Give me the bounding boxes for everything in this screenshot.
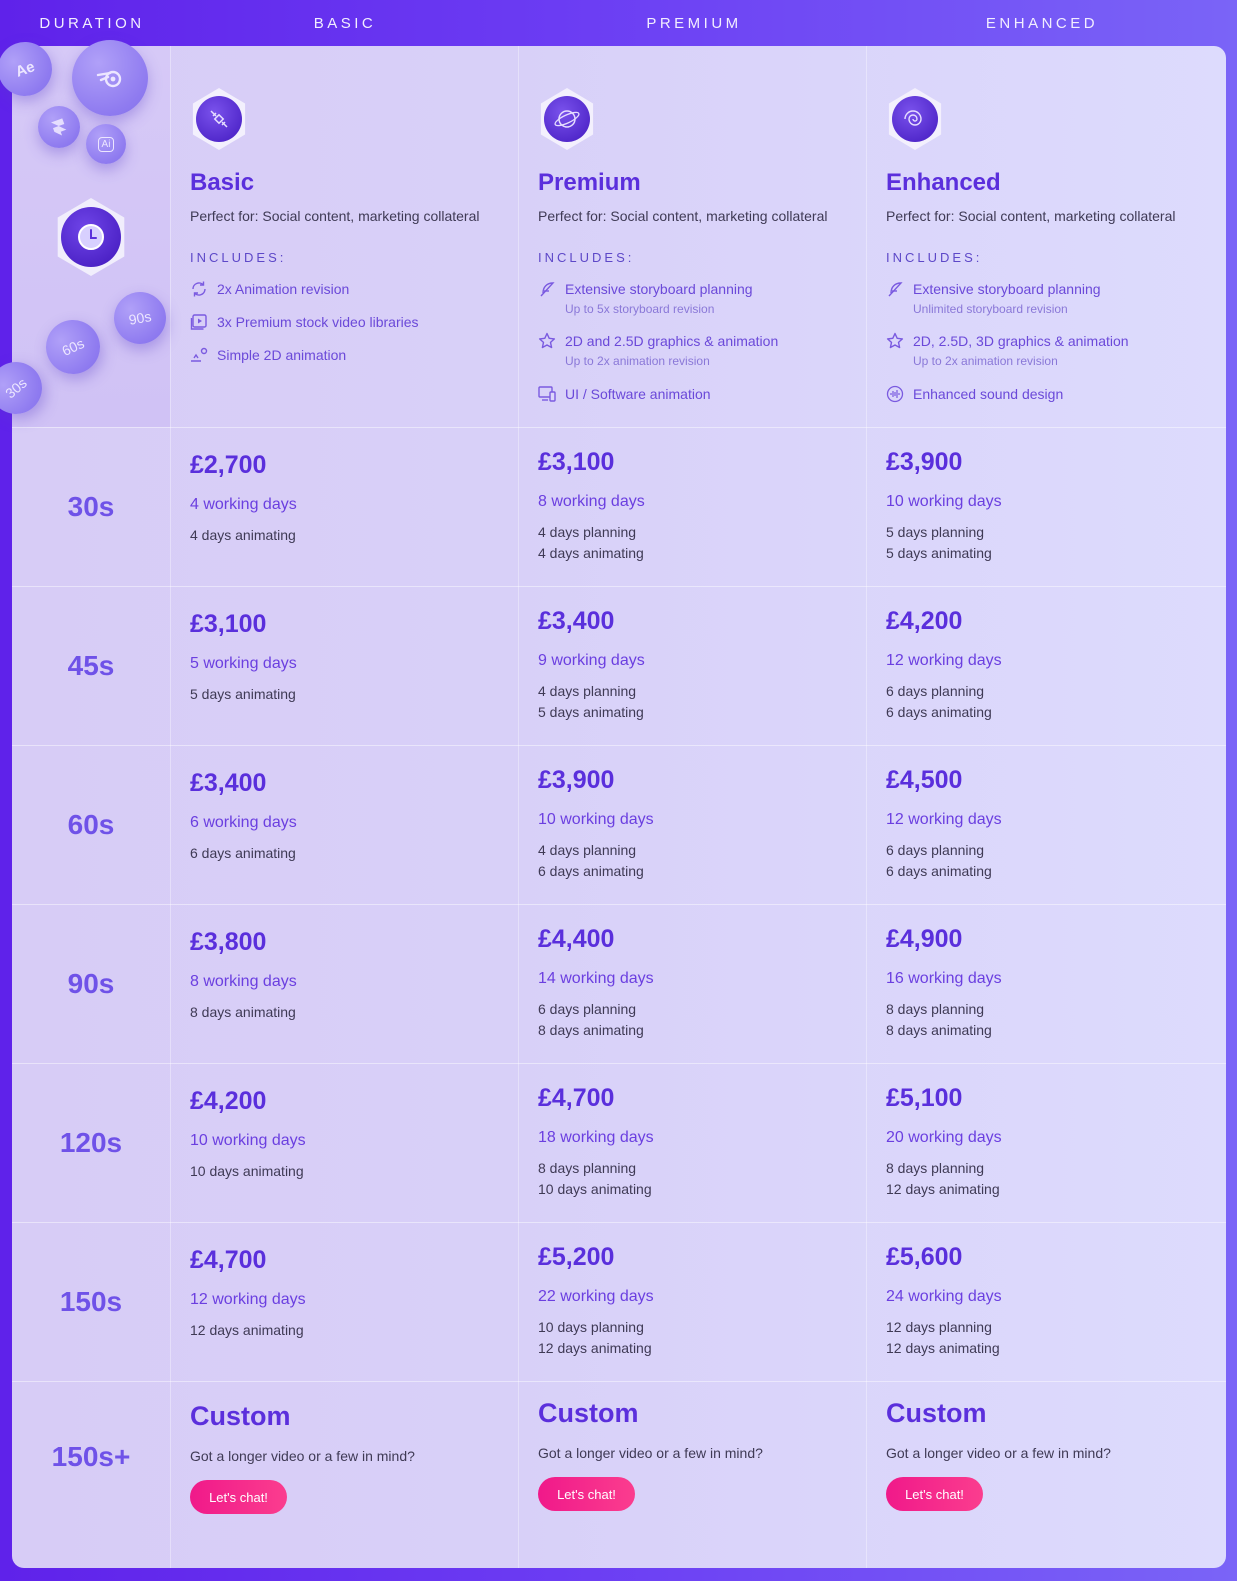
days-animating: 8 days animating: [190, 1004, 296, 1020]
working-days: 12 working days: [190, 1291, 306, 1308]
days-planning: 6 days planning: [886, 842, 985, 858]
price: £4,200: [886, 607, 963, 635]
lets-chat-button[interactable]: Let's chat!: [886, 1477, 983, 1511]
days-animating: 6 days animating: [538, 863, 644, 879]
days-animating: 12 days animating: [886, 1181, 1000, 1197]
price: £3,900: [886, 448, 963, 476]
days-animating: 6 days animating: [886, 704, 992, 720]
blender-bubble: [72, 40, 148, 116]
days-planning: 6 days planning: [538, 1001, 637, 1017]
lets-chat-button[interactable]: Let's chat!: [190, 1480, 287, 1514]
satellite-icon: [207, 107, 231, 131]
framer-icon: [51, 118, 67, 136]
row-divider: [12, 1222, 1226, 1223]
bubble-90s: 90s: [110, 288, 170, 348]
row-divider: [12, 427, 1226, 428]
planet-icon: [553, 105, 581, 133]
row-divider: [12, 1381, 1226, 1382]
working-days: 10 working days: [190, 1132, 306, 1149]
days-planning: 4 days planning: [538, 683, 637, 699]
row-divider: [12, 745, 1226, 746]
decorative-illustration: [2, 46, 170, 427]
days-animating: 5 days animating: [190, 686, 296, 702]
price: £5,600: [886, 1243, 963, 1271]
custom-title: Custom: [190, 1401, 291, 1431]
tier-badge: [538, 88, 596, 150]
tier-premium: Premium Perfect for: Social content, marketing collateral INCLUDES: Extensive storyboard planning Up to 5x storyboard revision 2D and 2.5D graphics & animation Up to 2x animation revision UI / Software animation: [518, 46, 866, 427]
row-divider: [12, 1063, 1226, 1064]
tier-basic: Basic Perfect for: Social content, marketing collateral INCLUDES: 2x Animation revision 3x Premium stock video libraries Simple 2D animation: [170, 46, 518, 427]
custom-text: Got a longer video or a few in mind?: [538, 1445, 763, 1461]
pricing-table: [2, 46, 1226, 1568]
galaxy-icon: [901, 105, 929, 133]
custom-title: Custom: [538, 1398, 639, 1428]
tier-name: Enhanced: [886, 169, 1001, 196]
working-days: 8 working days: [538, 493, 645, 510]
duration-label: 90s: [67, 968, 115, 999]
devices-icon: [538, 385, 556, 403]
feather-icon: [886, 280, 904, 298]
price: £3,100: [190, 610, 267, 638]
framer-bubble: [38, 106, 80, 148]
includes-label: INCLUDES:: [538, 250, 635, 265]
lets-chat-button[interactable]: Let's chat!: [538, 1477, 635, 1511]
days-planning: 8 days planning: [886, 1160, 985, 1176]
header-basic: BASIC: [313, 15, 377, 32]
price: £4,400: [538, 925, 615, 953]
price: £5,100: [886, 1084, 963, 1112]
price: £4,900: [886, 925, 963, 953]
days-planning: 6 days planning: [886, 683, 985, 699]
days-planning: 8 days planning: [886, 1001, 985, 1017]
price: £5,200: [538, 1243, 615, 1271]
days-planning: 5 days planning: [886, 524, 985, 540]
blender-icon: [96, 66, 124, 90]
price: £4,700: [190, 1246, 267, 1274]
price: £3,900: [538, 766, 615, 794]
days-planning: 8 days planning: [538, 1160, 637, 1176]
duration-label: 60s: [67, 809, 115, 840]
header-premium: PREMIUM: [646, 15, 742, 32]
price: £3,100: [538, 448, 615, 476]
refresh-icon: [190, 280, 208, 298]
working-days: 12 working days: [886, 652, 1002, 669]
row-divider: [12, 904, 1226, 905]
days-animating: 6 days animating: [190, 845, 296, 861]
table-header: [0, 0, 1237, 46]
tier-perfect-for: Perfect for: Social content, marketing collateral: [190, 208, 480, 224]
days-animating: 4 days animating: [190, 527, 296, 543]
price: £3,400: [538, 607, 615, 635]
includes-label: INCLUDES:: [886, 250, 983, 265]
days-planning: 4 days planning: [538, 524, 637, 540]
working-days: 20 working days: [886, 1129, 1002, 1146]
price: £3,400: [190, 769, 267, 797]
illustrator-bubble: Ai: [86, 124, 126, 164]
working-days: 24 working days: [886, 1288, 1002, 1305]
header-duration: DURATION: [39, 15, 145, 32]
custom-title: Custom: [886, 1398, 987, 1428]
tier-enhanced: Enhanced Perfect for: Social content, marketing collateral INCLUDES: Extensive storyboard planning Unlimited storyboard revision 2D, 2.5D, 3D graphics & animation Up to 2x animation revision Enhanced sound design: [866, 46, 1214, 427]
after-effects-bubble: Ae: [0, 34, 60, 103]
duration-label: 150s: [59, 1286, 123, 1317]
days-animating: 5 days animating: [538, 704, 644, 720]
days-animating: 8 days animating: [538, 1022, 644, 1038]
days-animating: 12 days animating: [886, 1340, 1000, 1356]
days-animating: 12 days animating: [538, 1340, 652, 1356]
days-animating: 10 days animating: [190, 1163, 304, 1179]
custom-text: Got a longer video or a few in mind?: [886, 1445, 1111, 1461]
star-icon: [886, 332, 904, 350]
working-days: 9 working days: [538, 652, 645, 669]
days-animating: 4 days animating: [538, 545, 644, 561]
days-animating: 8 days animating: [886, 1022, 992, 1038]
days-animating: 5 days animating: [886, 545, 992, 561]
bubble-30s: 30s: [0, 351, 53, 424]
sound-icon: [886, 385, 904, 403]
price: £2,700: [190, 451, 267, 479]
tier-perfect-for: Perfect for: Social content, marketing collateral: [886, 208, 1176, 224]
working-days: 4 working days: [190, 496, 297, 513]
row-divider: [12, 586, 1226, 587]
working-days: 16 working days: [886, 970, 1002, 987]
working-days: 22 working days: [538, 1288, 654, 1305]
custom-text: Got a longer video or a few in mind?: [190, 1448, 415, 1464]
days-animating: 10 days animating: [538, 1181, 652, 1197]
sparkle-line-icon: [190, 346, 208, 364]
tier-badge: [886, 88, 944, 150]
video-library-icon: [190, 313, 208, 331]
tier-perfect-for: Perfect for: Social content, marketing collateral: [538, 208, 828, 224]
tier-name: Basic: [190, 169, 255, 196]
price: £4,200: [190, 1087, 267, 1115]
header-enhanced: ENHANCED: [985, 15, 1099, 32]
price: £4,700: [538, 1084, 615, 1112]
duration-label: 150s+: [51, 1441, 131, 1472]
clock-icon: [76, 222, 106, 252]
working-days: 14 working days: [538, 970, 654, 987]
clock-badge: [54, 198, 128, 276]
feather-icon: [538, 280, 556, 298]
days-planning: 12 days planning: [886, 1319, 992, 1335]
price: £3,800: [190, 928, 267, 956]
working-days: 12 working days: [886, 811, 1002, 828]
working-days: 18 working days: [538, 1129, 654, 1146]
duration-label: 120s: [59, 1127, 123, 1158]
price: £4,500: [886, 766, 963, 794]
working-days: 6 working days: [190, 814, 297, 831]
tier-badge: [190, 88, 248, 150]
working-days: 5 working days: [190, 655, 297, 672]
duration-label: 45s: [67, 650, 115, 681]
tier-name: Premium: [538, 169, 641, 196]
days-planning: 10 days planning: [538, 1319, 644, 1335]
star-icon: [538, 332, 556, 350]
days-planning: 4 days planning: [538, 842, 637, 858]
working-days: 8 working days: [190, 973, 297, 990]
working-days: 10 working days: [538, 811, 654, 828]
days-animating: 12 days animating: [190, 1322, 304, 1338]
bubble-60s: 60s: [37, 311, 109, 383]
duration-label: 30s: [67, 491, 115, 522]
working-days: 10 working days: [886, 493, 1002, 510]
includes-label: INCLUDES:: [190, 250, 287, 265]
days-animating: 6 days animating: [886, 863, 992, 879]
